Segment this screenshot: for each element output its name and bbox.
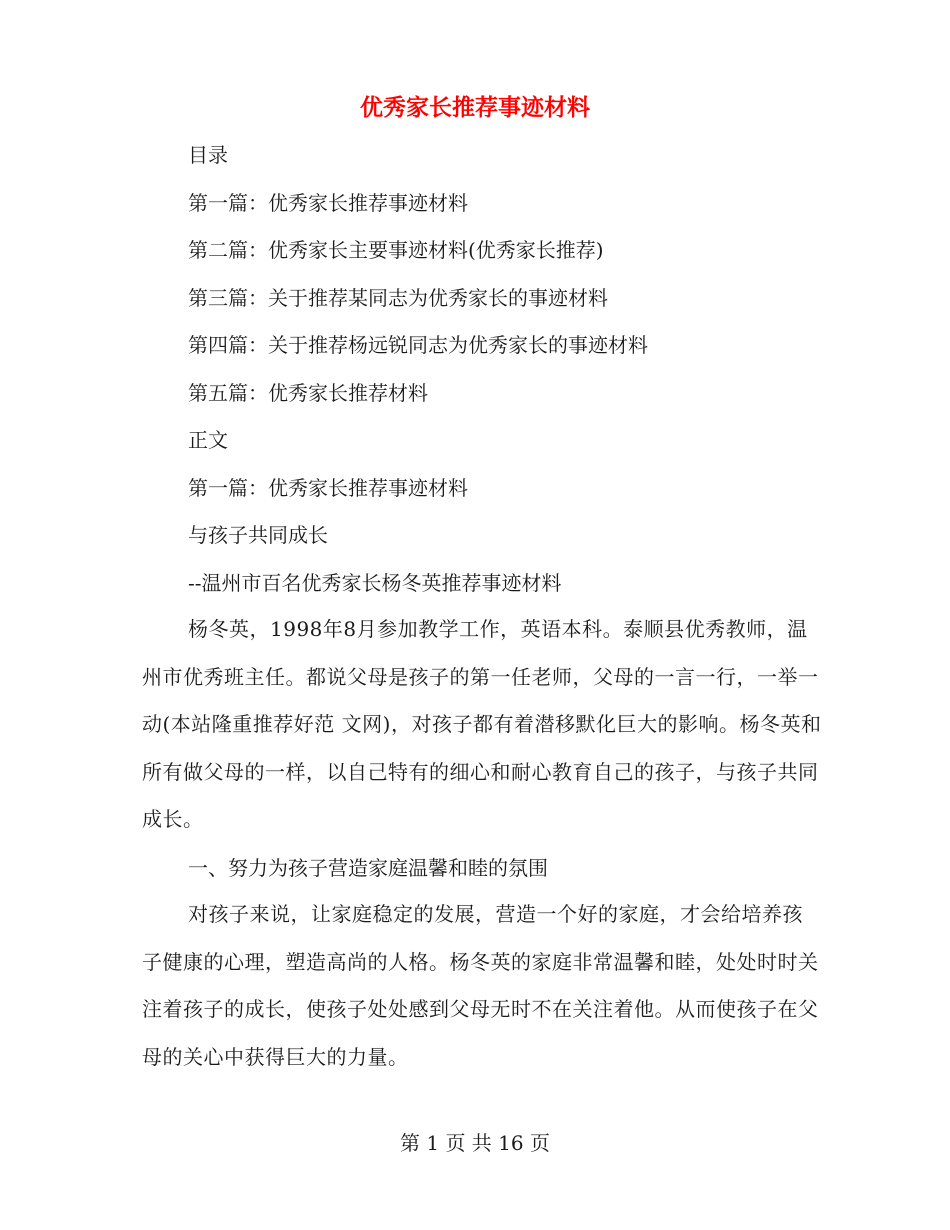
- toc-item-1: 第一篇：优秀家长推荐事迹材料: [188, 191, 468, 215]
- section-title: 第一篇：优秀家长推荐事迹材料: [188, 476, 468, 500]
- document-title: 优秀家长推荐事迹材料: [360, 94, 590, 121]
- section-heading: 一、努力为孩子营造家庭温馨和睦的氛围: [188, 856, 548, 880]
- page-number: 第 1 页 共 16 页: [400, 1131, 550, 1155]
- article-title: 与孩子共同成长: [188, 523, 328, 547]
- body-paragraph: 杨冬英，1998年8月参加教学工作，英语本科。泰顺县优秀教师，温州市优秀班主任。都说父母是孩子的第一任老师，父母的一言一行，一举一动(本站隆重推荐好范 文网)，对孩子都有着潜移默化巨大的影响。杨冬英和所有做父母的一样，以自己特有的细心和耐心教育自己的孩子，与孩子共同成长。: [142, 617, 822, 831]
- body-heading: 正文: [188, 428, 228, 452]
- toc-item-5: 第五篇：优秀家长推荐材料: [188, 381, 428, 405]
- body-paragraph: 对孩子来说，让家庭稳定的发展，营造一个好的家庭，才会给培养孩子健康的心理，塑造高尚的人格。杨冬英的家庭非常温馨和睦，处处时时关注着孩子的成长，使孩子处处感到父母无时不在关注着他。从而使孩子在父母的关心中获得巨大的力量。: [142, 902, 819, 1069]
- toc-item-3: 第三篇：关于推荐某同志为优秀家长的事迹材料: [188, 286, 608, 310]
- toc-item-2: 第二篇：优秀家长主要事迹材料(优秀家长推荐): [188, 238, 604, 262]
- article-subtitle: --温州市百名优秀家长杨冬英推荐事迹材料: [188, 571, 562, 595]
- toc-item-4: 第四篇：关于推荐杨远锐同志为优秀家长的事迹材料: [188, 333, 648, 357]
- toc-heading: 目录: [188, 143, 228, 167]
